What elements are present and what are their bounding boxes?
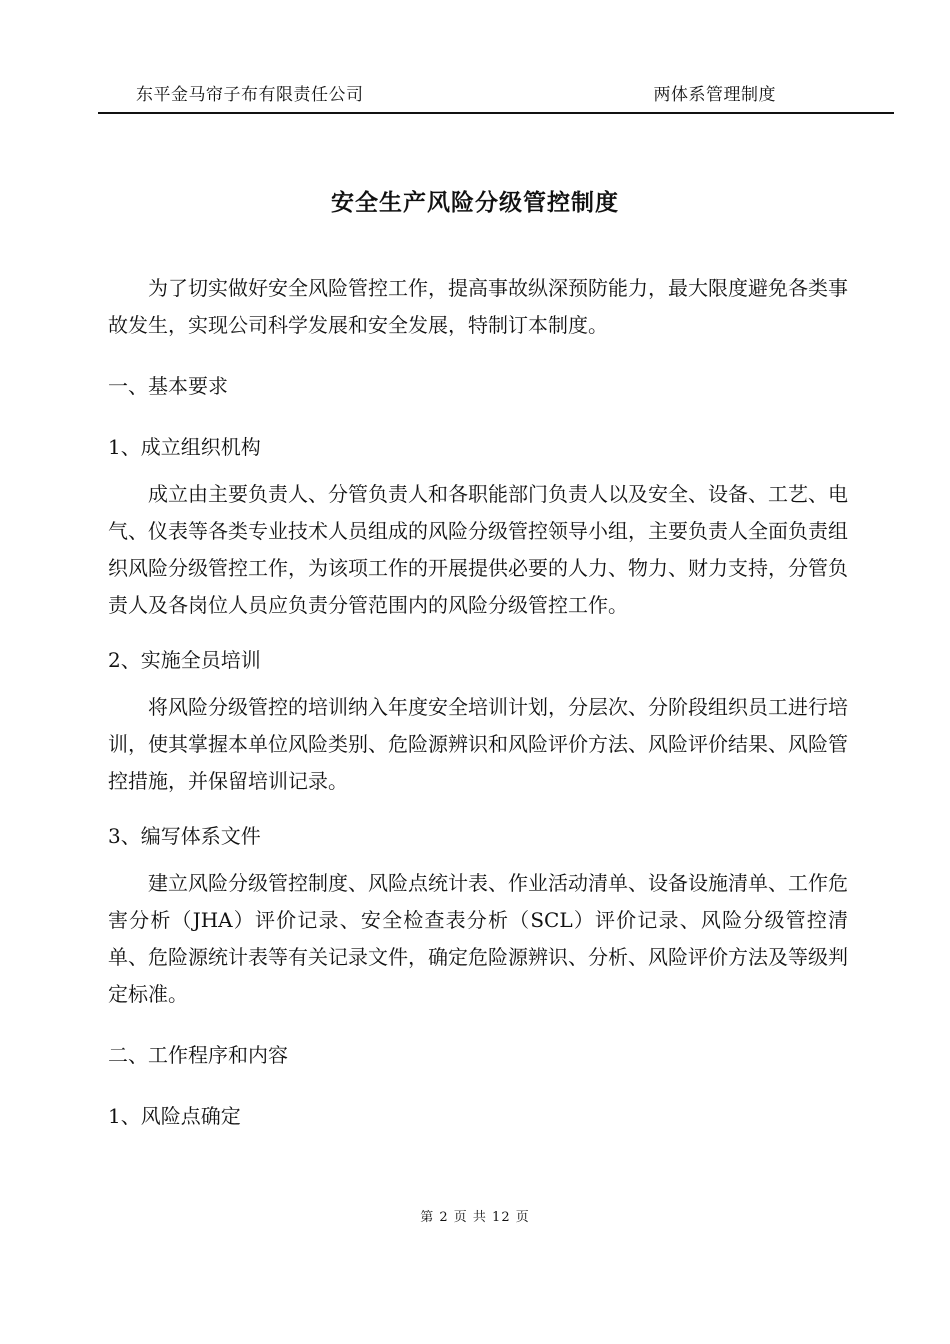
document-body: [108, 270, 848, 1135]
page-number-footer: 第 2 页 共 12 页: [420, 1210, 530, 1225]
subsection-text-system-documents: 建立风险分级管控制度、风险点统计表、作业活动清单、设备设施清单、工作危害分析（JHA）评价记录、安全检查表分析（SCL）评价记录、风险分级管控清单、危险源统计表等有关记录文件，确定危险源辨识、分析、风险评价方法及等级判定标准。: [108, 871, 848, 1006]
section-heading-basic-requirements: 一、基本要求: [108, 374, 228, 398]
subsection-text-organization: 成立由主要负责人、分管负责人和各职能部门负责人以及安全、设备、工艺、电气、仪表等各类专业技术人员组成的风险分级管控领导小组，主要负责人全面负责组织风险分级管控工作，为该项工作的开展提供必要的人力、物力、财力支持，分管负责人及各岗位人员应负责分管范围内的风险分级管控工作。: [108, 482, 848, 617]
page-header: [98, 76, 894, 114]
header-document-category: 两体系管理制度: [653, 85, 776, 105]
header-company-name: 东平金马帘子布有限责任公司: [136, 85, 364, 105]
subsection-heading-system-documents: 3、编写体系文件: [108, 824, 261, 848]
document-title: 安全生产风险分级管控制度: [331, 189, 619, 216]
subsection-text-training: 将风险分级管控的培训纳入年度安全培训计划，分层次、分阶段组织员工进行培训，使其掌握本单位风险类别、危险源辨识和风险评价方法、风险评价结果、风险管控措施，并保留培训记录。: [108, 695, 848, 793]
section-heading-procedures: 二、工作程序和内容: [108, 1043, 288, 1067]
subsection-heading-risk-points: 1、风险点确定: [108, 1104, 241, 1128]
intro-paragraph: 为了切实做好安全风险管控工作，提高事故纵深预防能力，最大限度避免各类事故发生，实现公司科学发展和安全发展，特制订本制度。: [108, 276, 848, 337]
subsection-heading-training: 2、实施全员培训: [108, 648, 261, 672]
subsection-heading-organization: 1、成立组织机构: [108, 435, 261, 459]
